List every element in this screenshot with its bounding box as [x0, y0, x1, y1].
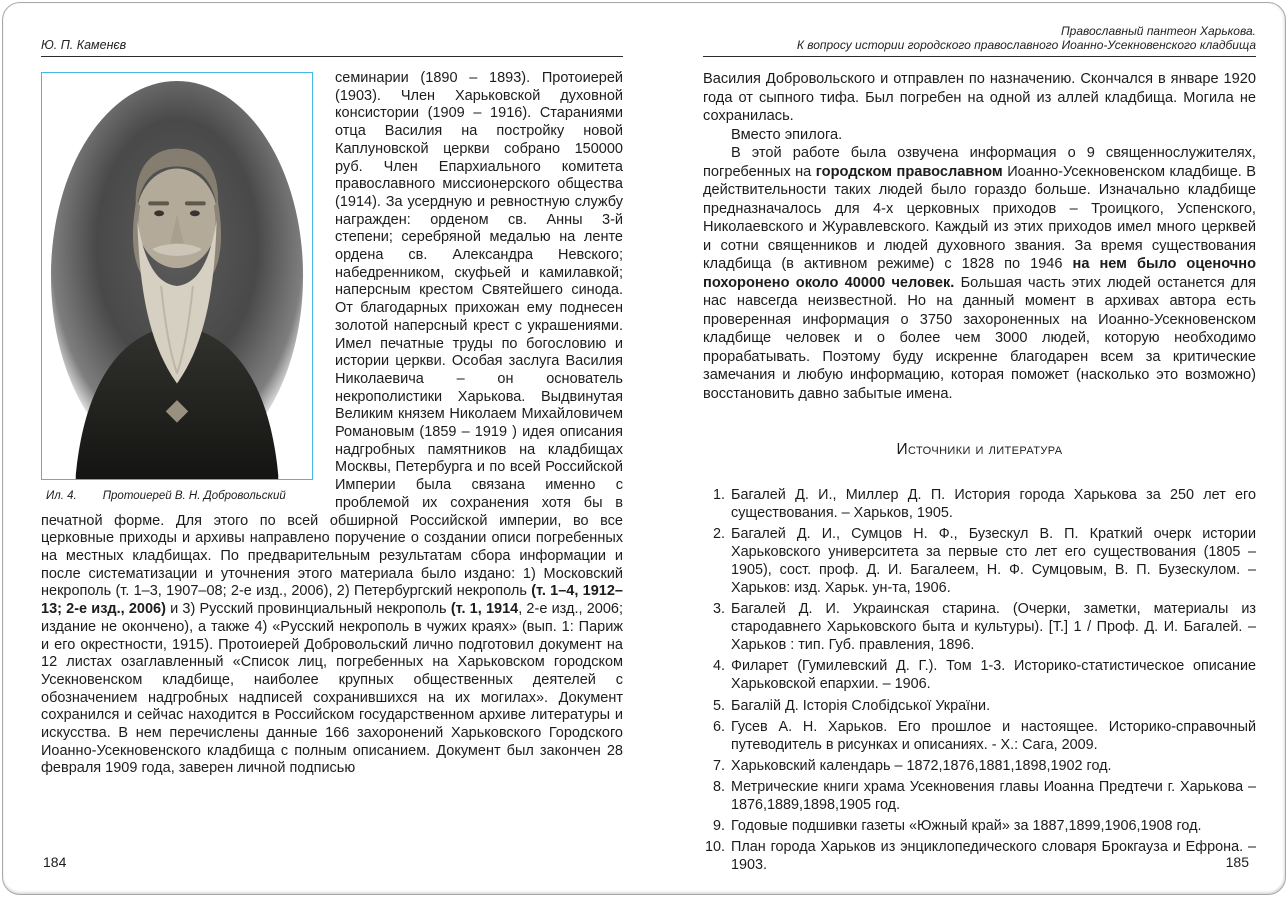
- body-segment: и 3) Русский провинциальный некрополь: [165, 601, 451, 618]
- source-item: [703, 697, 1256, 715]
- source-number: 5.: [712, 697, 725, 714]
- portrait-figure: [41, 72, 325, 506]
- source-number: 8.: [712, 778, 725, 795]
- source-text: Годовые подшивки газеты «Южный край» за 1887,1899,1906,1908 год.: [731, 818, 1202, 835]
- source-item: [703, 525, 1256, 597]
- body-segment: , 2-е изд., 2006; издание не окончено), а также 4) «Русский некрополь в чужих краях» (вып. 1: Париж и его окрестности, 1915). Протоиерей Добровольский лично подготовил документ на 12 листах озаглавленный «Список лиц, погребенных на Харьковском городском Усекновенском кладбище, наиболее крупных общественных деятелей с обозначением надгробных надписей сохранившихся на их могилах». Документ сохранился и сейчас находится в Российском государственном архиве литературы и искусства. В нем перечислены данные 166 захоронений Харьковского Городского Иоанно-Усекновенского кладбища с полным описанием. Документ был закончен 28 февраля 1909 года, заверен личной подписью: [41, 601, 623, 777]
- body-segment: Иоанно-Усекновенском кладбище. В действительности таких людей было гораздо больше. Изначально кладбище предназначалось для 4-х церковных приходов – Троицкого, Успенского, Николаевского и Журавлевского. Каждый из этих приходов имел много церквей и сотни священников и людей духовного звания. За время существования кладбища (в активном режиме) с 1828 по 1946: [703, 163, 1256, 272]
- running-head-line2: К вопросу истории городского православного Иоанно-Усекновенского кладбища: [796, 38, 1256, 52]
- body-segment-bold: городском православном: [815, 163, 1003, 180]
- paragraph-conclusion: Василия Добровольского и отправлен по назначению. Скончался в январе 1920 года от сыпного тифа. Был погребен на одной из аллей кладбища. Могила не сохранилась.: [703, 71, 1256, 124]
- source-item: [703, 778, 1256, 814]
- sources-heading: Источники и литература: [896, 441, 1063, 458]
- source-item: [703, 600, 1256, 654]
- portrait-illustration: [42, 73, 312, 479]
- source-text: Гусев А. Н. Харьков. Его прошлое и настоящее. Историко-справочный путеводитель в рисунках и описаниях. - Х.: Сага, 2009.: [731, 718, 1256, 753]
- page-right: [703, 25, 1256, 877]
- source-text: Багалей Д. И. Украинская старина. (Очерки, заметки, материалы из стародавнего Харьковского быта и культуры). [Т.] 1 / Проф. Д. И. Багалей. – Харьков : тип. Губ. правления, 1896.: [731, 601, 1256, 654]
- source-item: [703, 657, 1256, 693]
- source-number: 3.: [712, 601, 725, 618]
- source-item: [703, 486, 1256, 522]
- sources-list: [703, 486, 1256, 875]
- page-number-right: 185: [1225, 854, 1249, 870]
- source-item: [703, 817, 1256, 835]
- page-left: [41, 25, 623, 778]
- body-segment-bold: на нем было оценочно похоронено около 40000 человек.: [703, 256, 1256, 291]
- source-text: Багалей Д. И., Сумцов Н. Ф., Бузескул В. П. Краткий очерк истории Харьковского университета за первые сто лет его существования (1805 – 1905), сост. проф. Д. И. Багалеем, Н. Ф. Сумцовым, В. П. Бузескулом. – Харьков: изд. Харьк. ун-та, 1906.: [731, 525, 1256, 596]
- source-text: Багалій Д. Історія Слобідської України.: [731, 697, 991, 714]
- body-segment: семинарии (1890 – 1893). Протоиерей (1903). Член Харьковской духовной консистории (1909 – 1916). Стараниями отца Василия на постройку новой Каплуновской церкви собрано 150000 руб. Член Епархиального комитета православного миссионерского общества (1914). За усердную и ревностную службу награжден: орденом св. Анны 3-й степени; серебряной медалью на ленте ордена св. Александра Невского; набедренником, скуфьей и камилавкой; наперсным крестом Святейшего синода. От благодарных прихожан ему поднесен золотой наперсный крест с украшениями. Имел печатные труды по богословию и истории церкви. Особая заслуга Василия Николаевича – он основатель некрополистики Харькова. Выдвинутая Великим князем Николаем Михайловичем Романовым (1859 – 1919 ) идея описания надгробных памятников на кладбищах Москвы, Петербурга и по всей Российской Империи была связана именно с проблемой их сохранения хотя бы в печатной форме. Для этого по всей обширной Российской империи, во все церковные приходы и архивы направлено поручение о создании описи погребенных на местных кладбищах. По предварительным результатам сбора информации и после систематизации и уточнения этого материала было издано: 1) Московский некрополь (т. 1–3, 1907–08; 2-е изд., 2006), 2) Петербургский некрополь: [41, 70, 623, 600]
- figure-caption-text: Протоиерей В. Н. Добровольский: [102, 490, 286, 502]
- author-name: Ю. П. Каменєв: [41, 38, 127, 52]
- source-number: 1.: [712, 486, 725, 503]
- body-segment: Большая часть этих людей останется для нас навсегда неизвестной. Но на данный момент в архивах автора есть проверенная информация о 3750 захороненных на Иоанно-Усекновенском кладбище человек и о более чем 3000 людей, которую необходимо прорабатывать. Поэтому буду искренне благодарен всем за критические замечания и любую информацию, которая поможет (насколько это возможно) восстановить давно забытые имена.: [703, 274, 1256, 402]
- source-item: [703, 718, 1256, 754]
- left-page-body: [41, 70, 623, 778]
- page-number-left: 184: [43, 854, 67, 870]
- body-segment: В этой работе была озвучена информация о 9 священнослужителях, погребенных на: [703, 145, 1256, 180]
- figure-caption-label: Ил. 4.: [46, 490, 77, 502]
- paragraph-summary: [703, 144, 1256, 403]
- paragraph-epilogue: Вместо эпилога.: [731, 126, 843, 143]
- source-item: [703, 757, 1256, 775]
- body-segment-bold: (т. 1, 1914: [450, 601, 519, 618]
- source-text: Метрические книги храма Усекновения главы Иоанна Предтечи г. Харькова – 1876,1889,1898,1905 год.: [731, 778, 1256, 813]
- source-text: Харьковский календарь – 1872,1876,1881,1898,1902 год.: [731, 757, 1112, 774]
- book-spread: [2, 2, 1286, 895]
- running-head-title: [703, 25, 1256, 57]
- body-segment-bold: (т. 1–4, 1912–13; 2-е изд., 2006): [41, 583, 623, 618]
- source-item: [703, 838, 1256, 874]
- running-head-author: [41, 25, 623, 57]
- source-text: Филарет (Гумилевский Д. Г.). Том 1-3. Историко-статистическое описание Харьковской епархии. – 1906.: [731, 658, 1256, 693]
- source-number: 10.: [704, 839, 725, 856]
- source-number: 9.: [712, 818, 725, 835]
- running-head-line1: Православный пантеон Харькова.: [1060, 24, 1256, 38]
- right-page-body: [703, 70, 1256, 874]
- source-text: План города Харьков из энциклопедического словаря Брокгауза и Ефрона. – 1903.: [731, 839, 1256, 874]
- portrait-photo: [41, 72, 313, 480]
- source-number: 7.: [712, 757, 725, 774]
- figure-caption: [41, 488, 325, 506]
- source-number: 6.: [712, 718, 725, 735]
- source-number: 4.: [712, 658, 725, 675]
- source-text: Багалей Д. И., Миллер Д. П. История города Харькова за 250 лет его существования. – Харьков, 1905.: [731, 486, 1256, 521]
- source-number: 2.: [712, 525, 725, 542]
